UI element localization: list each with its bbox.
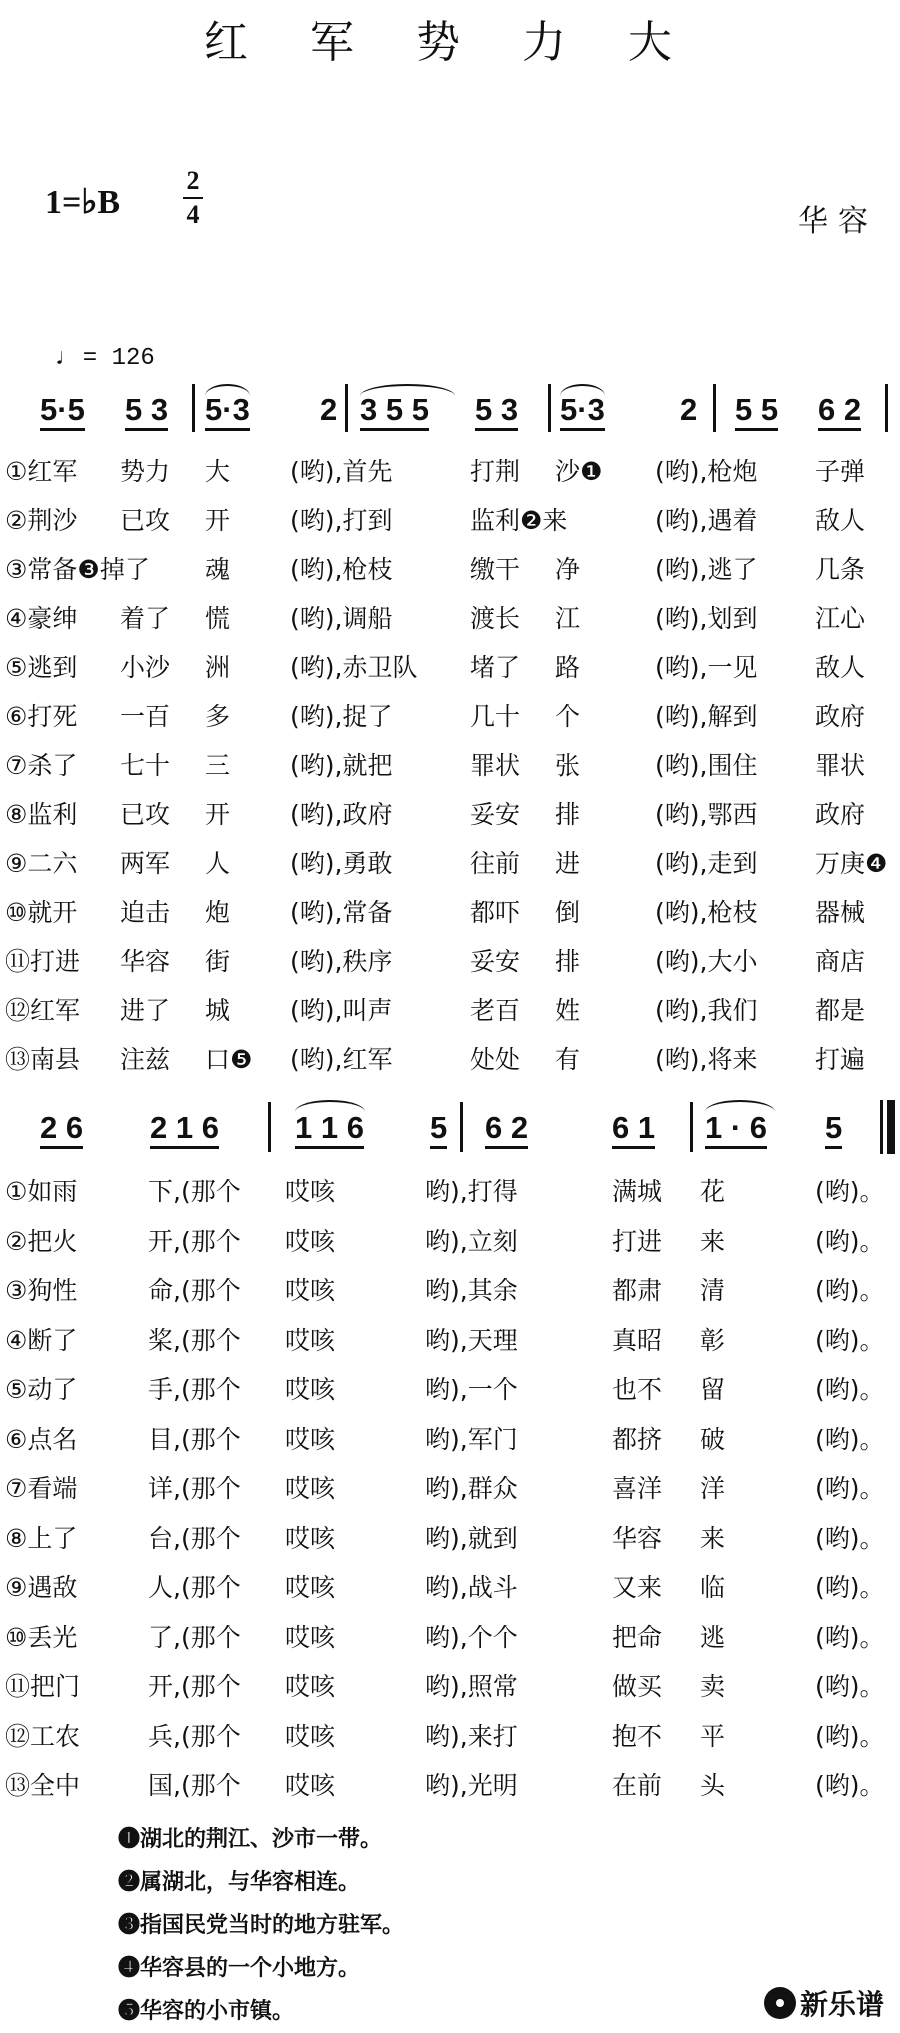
lyric-cell: (哟),红军 — [290, 1045, 393, 1074]
lyric-cell: 哟),群众 — [425, 1474, 518, 1503]
region-label: 华容 — [798, 204, 878, 239]
lyric-cell: 在前 — [612, 1771, 663, 1800]
note-group: 5 — [430, 1110, 447, 1149]
bar-line — [548, 384, 551, 432]
lyric-cell: 魂 — [205, 555, 231, 584]
lyric-cell: 妥安 — [470, 800, 521, 829]
lyric-cell: 迫击 — [120, 898, 171, 927]
lyric-cell: 炮 — [205, 898, 231, 927]
note-group: 1 1 6 — [295, 1110, 364, 1149]
lyric-cell: 沙❶ — [555, 457, 603, 486]
footnote-item: ❸指国民党当时的地方驻军。 — [118, 1912, 405, 1938]
verse-row — [0, 1321, 900, 1361]
note-group: 3 5 5 — [360, 392, 429, 431]
lyric-cell: 排 — [555, 800, 581, 829]
lyric-cell: 妥安 — [470, 947, 521, 976]
lyric-cell: ⑤逃到 — [5, 653, 78, 682]
lyric-cell: ④断了 — [5, 1325, 78, 1355]
verse-row — [0, 599, 900, 639]
tempo-marking: ♩ = 126 — [54, 345, 155, 372]
lyric-cell: ⑪把门 — [5, 1672, 81, 1701]
final-barline — [887, 1100, 895, 1154]
lyric-cell: ⑬南县 — [5, 1045, 81, 1074]
lyric-cell: 都肃 — [612, 1276, 663, 1305]
lyric-cell: (哟),勇敢 — [290, 849, 393, 878]
lyric-cell: 华容 — [612, 1523, 663, 1553]
note-group: 5·5 — [40, 392, 85, 431]
lyric-cell: 国,(那个 — [148, 1771, 241, 1800]
lyric-cell: 已攻 — [120, 506, 171, 535]
footnote-item: ❹华容县的一个小地方。 — [118, 1955, 361, 1981]
lyric-cell: 喜洋 — [612, 1474, 663, 1503]
lyric-cell: (哟),解到 — [655, 702, 758, 731]
lyric-cell: 命,(那个 — [148, 1276, 241, 1305]
bar-line — [192, 384, 195, 432]
lyric-cell: (哟),打到 — [290, 506, 393, 535]
lyric-cell: 哟),来打 — [425, 1721, 518, 1751]
lyric-cell: (哟),常备 — [290, 898, 393, 927]
note-group: 2 — [680, 392, 698, 427]
lyric-cell: 进了 — [120, 996, 171, 1025]
lyric-cell: ③狗性 — [5, 1276, 78, 1305]
note-group: 5 5 — [735, 392, 778, 431]
verse-row — [0, 1667, 900, 1707]
lyric-cell: ⑤动了 — [5, 1375, 78, 1404]
lyric-cell: 多 — [205, 702, 231, 731]
lyric-cell: 人 — [205, 849, 231, 878]
lyric-cell: ②荆沙 — [5, 506, 78, 535]
lyric-cell: ⑫红军 — [5, 996, 81, 1025]
lyric-cell: ⑥点名 — [5, 1424, 78, 1454]
lyric-cell: 口❺ — [205, 1045, 253, 1074]
lyric-cell: (哟),政府 — [290, 800, 393, 829]
lyric-cell: 老百 — [470, 996, 521, 1025]
lyric-cell: ①红军 — [5, 457, 78, 486]
lyric-cell: 哎咳 — [285, 1573, 336, 1602]
verse-row — [0, 746, 900, 786]
lyric-cell: ①如雨 — [5, 1177, 78, 1206]
lyric-cell: 都挤 — [612, 1424, 663, 1454]
verse-row — [0, 1271, 900, 1311]
lyric-cell: (哟)。 — [815, 1375, 885, 1404]
lyric-cell: 哟),就到 — [425, 1523, 518, 1553]
lyric-cell: (哟),捉了 — [290, 702, 393, 731]
slur — [360, 384, 455, 396]
lyric-cell: ⑨二六 — [5, 849, 78, 878]
lyric-cell: 城 — [205, 996, 231, 1025]
lyric-cell: (哟),大小 — [655, 947, 758, 976]
lyric-cell: 彰 — [700, 1325, 726, 1355]
lyric-cell: 小沙 — [120, 653, 171, 682]
lyric-cell: 临 — [700, 1573, 726, 1602]
lyric-cell: (哟),围住 — [655, 751, 758, 780]
lyric-cell: (哟)。 — [815, 1325, 885, 1355]
lyric-cell: (哟)。 — [815, 1177, 885, 1206]
lyric-cell: 都是 — [815, 996, 866, 1025]
lyric-cell: 哎咳 — [285, 1375, 336, 1404]
slur — [205, 384, 250, 396]
lyric-cell: 做买 — [612, 1672, 663, 1701]
lyric-cell: 哎咳 — [285, 1325, 336, 1355]
verse-row — [0, 991, 900, 1031]
bar-line — [713, 384, 716, 432]
lyric-cell: ⑦杀了 — [5, 751, 78, 780]
verse-row — [0, 648, 900, 688]
lyric-cell: ⑫工农 — [5, 1721, 81, 1751]
lyric-cell: 三 — [205, 751, 231, 780]
lyric-cell: 一百 — [120, 702, 171, 731]
verse-row — [0, 452, 900, 492]
lyric-cell: 罪状 — [470, 751, 521, 780]
lyric-cell: 注兹 — [120, 1045, 171, 1074]
lyric-cell: (哟),调船 — [290, 604, 393, 633]
lyric-cell: (哟)。 — [815, 1622, 885, 1652]
lyric-cell: 排 — [555, 947, 581, 976]
verse-row — [0, 795, 900, 835]
lyric-cell: ③常备❸掉了 — [5, 555, 150, 584]
lyric-cell: ⑪打进 — [5, 947, 81, 976]
lyric-cell: (哟),走到 — [655, 849, 758, 878]
lyric-cell: 洋 — [700, 1474, 726, 1503]
lyric-cell: 打荆 — [470, 457, 521, 486]
key-signature: 1=♭B — [45, 184, 121, 221]
verse-row — [0, 1040, 900, 1080]
verse-row — [0, 1370, 900, 1410]
lyric-cell: 大 — [205, 457, 231, 486]
lyric-cell: 政府 — [815, 702, 866, 731]
lyric-cell: 哎咳 — [285, 1474, 336, 1503]
lyric-cell: 了,(那个 — [148, 1622, 241, 1652]
meter-bottom: 4 — [186, 200, 200, 229]
verse-row — [0, 1172, 900, 1212]
watermark-logo — [764, 1983, 884, 2023]
verse-row — [0, 942, 900, 982]
bar-line — [690, 1102, 693, 1152]
lyric-cell: 有 — [555, 1045, 581, 1074]
lyric-cell: 哎咳 — [285, 1424, 336, 1454]
note-group: 6 2 — [485, 1110, 528, 1149]
lyric-cell: 哎咳 — [285, 1226, 336, 1256]
lyric-cell: 开 — [205, 800, 231, 829]
lyric-cell: 打进 — [612, 1226, 663, 1256]
lyric-cell: 罪状 — [815, 751, 866, 780]
lyric-cell: (哟)。 — [815, 1474, 885, 1503]
lyric-cell: 哎咳 — [285, 1622, 336, 1652]
lyric-cell: 台,(那个 — [148, 1523, 241, 1553]
lyric-cell: 堵了 — [470, 653, 521, 682]
note-group: 6 1 — [612, 1110, 655, 1149]
footnote-item: ❺华容的小市镇。 — [118, 1998, 295, 2024]
lyric-cell: (哟),赤卫队 — [290, 653, 418, 682]
lyric-cell: 满城 — [612, 1177, 663, 1206]
lyric-cell: 七十 — [120, 751, 171, 780]
lyric-cell: (哟),一见 — [655, 653, 758, 682]
lyric-cell: 哎咳 — [285, 1771, 336, 1800]
lyric-cell: 张 — [555, 751, 581, 780]
lyric-cell: 都吓 — [470, 898, 521, 927]
lyric-cell: 人,(那个 — [148, 1573, 241, 1602]
lyric-cell: 处处 — [470, 1045, 521, 1074]
lyric-cell: 头 — [700, 1771, 726, 1800]
lyric-cell: 哟),光明 — [425, 1771, 518, 1800]
verse-row — [0, 697, 900, 737]
lyric-cell: 倒 — [555, 898, 581, 927]
lyric-cell: 开,(那个 — [148, 1226, 241, 1256]
lyric-cell: 来 — [700, 1523, 726, 1553]
lyric-cell: (哟),秩序 — [290, 947, 393, 976]
lyric-cell: 路 — [555, 653, 581, 682]
lyric-cell: 留 — [700, 1375, 726, 1404]
lyric-cell: (哟)。 — [815, 1721, 885, 1751]
lyric-cell: (哟)。 — [815, 1424, 885, 1454]
lyric-cell: ②把火 — [5, 1226, 78, 1256]
verse-row — [0, 1222, 900, 1262]
lyric-cell: 几条 — [815, 555, 866, 584]
lyric-cell: 哟),照常 — [425, 1672, 518, 1701]
lyric-cell: 两军 — [120, 849, 171, 878]
lyric-cell: 净 — [555, 555, 581, 584]
lyric-cell: (哟),我们 — [655, 996, 758, 1025]
note-group: 2 — [320, 392, 338, 427]
lyric-cell: 着了 — [120, 604, 171, 633]
lyric-cell: 器械 — [815, 898, 866, 927]
footnote-item: ❶湖北的荆江、沙市一带。 — [118, 1826, 383, 1852]
lyric-cell: (哟),鄂西 — [655, 800, 758, 829]
lyric-cell: (哟),枪枝 — [655, 898, 758, 927]
verse-row — [0, 1420, 900, 1460]
lyric-cell: 华容 — [120, 947, 171, 976]
lyric-cell: ⑨遇敌 — [5, 1573, 78, 1602]
logo-text: 新乐谱 — [799, 1988, 884, 2021]
lyric-cell: 又来 — [612, 1573, 663, 1602]
lyric-cell: 详,(那个 — [148, 1474, 241, 1503]
verse-row — [0, 501, 900, 541]
lyric-cell: (哟)。 — [815, 1573, 885, 1602]
lyric-cell: (哟),遇着 — [655, 506, 758, 535]
lyric-cell: ⑧监利 — [5, 800, 78, 829]
lyric-cell: 开,(那个 — [148, 1672, 241, 1701]
lyric-cell: (哟),叫声 — [290, 996, 393, 1025]
lyric-cell: (哟),就把 — [290, 751, 393, 780]
lyric-cell: 已攻 — [120, 800, 171, 829]
note-group: 5 — [825, 1110, 842, 1149]
note-group: 5 3 — [125, 392, 168, 431]
lyric-cell: 进 — [555, 849, 581, 878]
lyric-cell: 打遍 — [815, 1045, 866, 1074]
lyric-cell: (哟)。 — [815, 1226, 885, 1256]
lyric-cell: ⑩就开 — [5, 898, 78, 927]
lyric-cell: 桨,(那个 — [148, 1325, 241, 1355]
lyric-cell: 洲 — [205, 653, 231, 682]
verse-row — [0, 1618, 900, 1658]
lyric-cell: 街 — [205, 947, 231, 976]
lyric-cell: 哎咳 — [285, 1523, 336, 1553]
lyric-cell: ⑧上了 — [5, 1523, 78, 1553]
lyric-cell: 抱不 — [612, 1721, 663, 1751]
lyric-cell: ⑦看端 — [5, 1474, 78, 1503]
lyric-cell: (哟),首先 — [290, 457, 393, 486]
song-title: 红 军 势 力 大 — [204, 17, 696, 68]
final-barline — [880, 1100, 883, 1154]
slur — [560, 384, 605, 396]
note-group: 2 6 — [40, 1110, 83, 1149]
lyric-cell: 渡长 — [470, 604, 521, 633]
slur — [295, 1100, 365, 1112]
lyric-cell: 监利❷来 — [470, 506, 568, 535]
note-group: 5·3 — [205, 392, 250, 431]
lyric-cell: 也不 — [612, 1375, 663, 1404]
verse-row — [0, 550, 900, 590]
verse-row — [0, 1766, 900, 1806]
lyric-cell: 下,(那个 — [148, 1177, 241, 1206]
lyric-cell: 把命 — [612, 1622, 663, 1652]
lyric-cell: 平 — [700, 1721, 726, 1751]
note-group: 1 · 6 — [705, 1110, 767, 1149]
lyric-cell: 兵,(那个 — [148, 1721, 241, 1751]
lyric-cell: 哟),打得 — [425, 1177, 518, 1206]
lyric-cell: (哟),将来 — [655, 1045, 758, 1074]
lyric-cell: 哟),个个 — [425, 1622, 518, 1652]
lyric-cell: 哟),天理 — [425, 1325, 518, 1355]
note-group: 5·3 — [560, 392, 605, 431]
lyric-cell: 哎咳 — [285, 1177, 336, 1206]
lyric-cell: (哟)。 — [815, 1523, 885, 1553]
lyric-cell: 哟),一个 — [425, 1375, 518, 1404]
bar-line — [460, 1102, 463, 1152]
lyric-cell: (哟)。 — [815, 1771, 885, 1800]
lyric-cell: 手,(那个 — [148, 1375, 241, 1404]
lyric-cell: 万庚❹ — [815, 849, 888, 878]
lyric-cell: 个 — [555, 702, 581, 731]
lyric-cell: 哎咳 — [285, 1276, 336, 1305]
lyric-cell: 势力 — [120, 457, 171, 486]
lyric-cell: 逃 — [700, 1622, 726, 1652]
verse-row — [0, 1469, 900, 1509]
lyric-cell: 破 — [700, 1424, 726, 1454]
lyric-cell: 清 — [700, 1276, 726, 1305]
lyric-cell: (哟)。 — [815, 1276, 885, 1305]
lyric-cell: ⑩丢光 — [5, 1622, 78, 1652]
lyric-cell: 来 — [700, 1226, 726, 1256]
verse-row — [0, 844, 900, 884]
lyric-cell: 哎咳 — [285, 1672, 336, 1701]
lyric-cell: 目,(那个 — [148, 1424, 241, 1454]
lyric-cell: ⑬全中 — [5, 1771, 81, 1800]
lyric-cell: 卖 — [700, 1672, 726, 1701]
verse-row — [0, 1568, 900, 1608]
lyric-cell: 花 — [700, 1177, 726, 1206]
record-icon — [764, 1987, 796, 2019]
lyric-cell: 真昭 — [612, 1325, 663, 1355]
lyric-cell: (哟),枪枝 — [290, 555, 393, 584]
time-signature — [183, 166, 203, 230]
lyric-cell: 敌人 — [815, 506, 866, 535]
lyric-cell: (哟),枪炮 — [655, 457, 758, 486]
meter-top: 2 — [186, 166, 200, 195]
note-group: 5 3 — [475, 392, 518, 431]
bar-line — [268, 1102, 271, 1152]
lyric-cell: (哟),逃了 — [655, 555, 758, 584]
lyric-cell: 慌 — [205, 604, 231, 633]
lyric-cell: (哟)。 — [815, 1672, 885, 1701]
lyric-cell: 子弹 — [815, 457, 866, 486]
lyric-cell: 江心 — [815, 604, 866, 633]
lyric-cell: (哟),划到 — [655, 604, 758, 633]
lyric-cell: 敌人 — [815, 653, 866, 682]
lyric-cell: 哟),战斗 — [425, 1573, 518, 1602]
lyric-cell: 江 — [555, 604, 581, 633]
lyric-cell: 商店 — [815, 947, 866, 976]
lyric-cell: ⑥打死 — [5, 702, 78, 731]
verse-row — [0, 1519, 900, 1559]
verse-row — [0, 1717, 900, 1757]
bar-line — [345, 384, 348, 432]
lyric-cell: 哟),军门 — [425, 1424, 518, 1454]
lyric-cell: 政府 — [815, 800, 866, 829]
verse-row — [0, 893, 900, 933]
slur — [705, 1100, 775, 1112]
lyric-cell: 往前 — [470, 849, 521, 878]
footnote-item: ❷属湖北，与华容相连。 — [118, 1869, 361, 1895]
note-group: 2 1 6 — [150, 1110, 219, 1149]
lyric-cell: 开 — [205, 506, 231, 535]
note-group: 6 2 — [818, 392, 861, 431]
lyric-cell: 几十 — [470, 702, 521, 731]
lyric-cell: ④豪绅 — [5, 604, 78, 633]
bar-line — [885, 384, 888, 432]
lyric-cell: 哎咳 — [285, 1721, 336, 1751]
lyric-cell: 姓 — [555, 996, 581, 1025]
lyric-cell: 哟),其余 — [425, 1276, 518, 1305]
lyric-cell: 哟),立刻 — [425, 1226, 518, 1256]
lyric-cell: 缴干 — [470, 555, 521, 584]
